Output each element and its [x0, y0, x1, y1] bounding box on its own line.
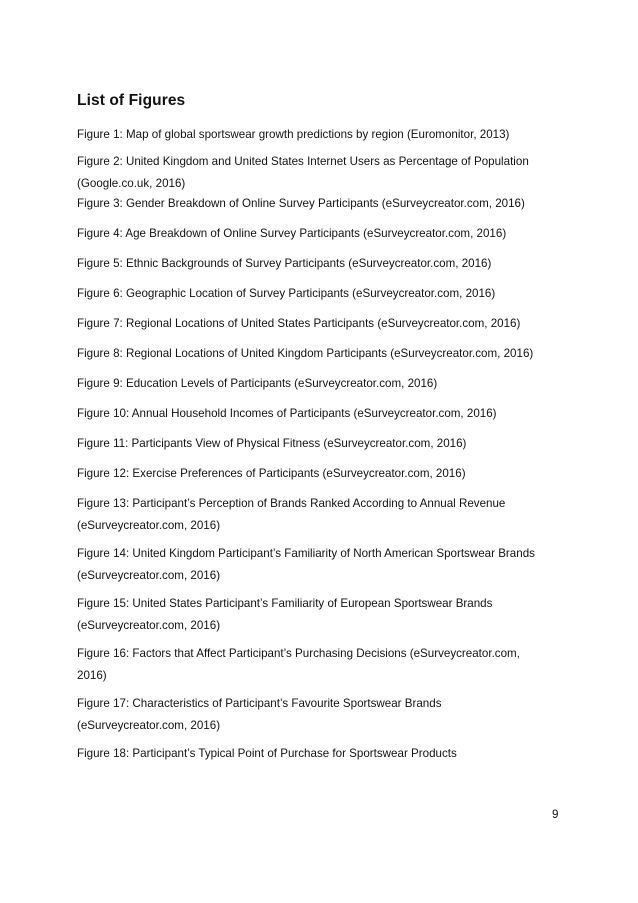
figure-entry-line: Figure 2: United Kingdom and United States Internet Users as Percentage of Population: [77, 155, 529, 168]
figure-entry: [77, 343, 567, 365]
figure-entry: [77, 151, 567, 194]
figure-entry: [77, 493, 567, 536]
figure-entry: [77, 543, 567, 586]
figure-entry: [77, 643, 567, 686]
figure-entry: [77, 124, 567, 146]
figure-entry-line: Figure 15: United States Participant’s Familiarity of European Sportswear Brands: [77, 597, 493, 610]
figure-entry-line: Figure 10: Annual Household Incomes of Participants (eSurveycreator.com, 2016): [77, 407, 497, 420]
figure-entry: [77, 463, 567, 485]
figure-entry-line: Figure 1: Map of global sportswear growth predictions by region (Euromonitor, 2013): [77, 128, 510, 141]
figure-entry: [77, 593, 567, 636]
figure-entry-line: (eSurveycreator.com, 2016): [77, 618, 221, 632]
figure-entry-line: Figure 6: Geographic Location of Survey Participants (eSurveycreator.com, 2016): [77, 287, 496, 300]
figure-entry-line: Figure 3: Gender Breakdown of Online Survey Participants (eSurveycreator.com, 2016): [77, 197, 525, 210]
figure-entry: [77, 223, 567, 245]
figure-entry-line: Figure 11: Participants View of Physical Fitness (eSurveycreator.com, 2016): [77, 437, 467, 450]
figure-entry-line: Figure 13: Participant’s Perception of Brands Ranked According to Annual Revenue: [77, 497, 506, 510]
figure-entry-line: (eSurveycreator.com, 2016): [77, 718, 221, 732]
figure-entry: [77, 193, 567, 215]
figure-entry-line: Figure 5: Ethnic Backgrounds of Survey Participants (eSurveycreator.com, 2016): [77, 257, 492, 270]
figure-entry-line: Figure 8: Regional Locations of United Kingdom Participants (eSurveycreator.com, 2016): [77, 347, 534, 360]
figure-entry-line: 2016): [77, 668, 107, 682]
figure-entry-line: Figure 17: Characteristics of Participant’s Favourite Sportswear Brands: [77, 697, 442, 710]
figure-entry-line: Figure 7: Regional Locations of United States Participants (eSurveycreator.com, 2016): [77, 317, 521, 330]
figure-entry: [77, 313, 567, 335]
figure-entry-line: (Google.co.uk, 2016): [77, 176, 186, 190]
figure-entry-line: Figure 18: Participant’s Typical Point of Purchase for Sportswear Products: [77, 747, 457, 760]
figure-entry-line: Figure 9: Education Levels of Participants (eSurveycreator.com, 2016): [77, 377, 438, 390]
figure-entry-line: Figure 12: Exercise Preferences of Participants (eSurveycreator.com, 2016): [77, 467, 466, 480]
figure-entry: [77, 283, 567, 305]
figure-entry: [77, 743, 567, 765]
figure-entry-line: Figure 14: United Kingdom Participant’s Familiarity of North American Sportswear Brands: [77, 547, 535, 560]
figure-entry: [77, 373, 567, 395]
page-title: List of Figures: [77, 92, 186, 109]
figure-entry: [77, 403, 567, 425]
figure-entry: [77, 433, 567, 455]
figure-entry-line: Figure 16: Factors that Affect Participant’s Purchasing Decisions (eSurveycreator.com,: [77, 647, 520, 660]
page-number: 9: [552, 808, 559, 821]
figure-entry-line: (eSurveycreator.com, 2016): [77, 518, 221, 532]
figure-entry: [77, 253, 567, 275]
figure-entry: [77, 693, 567, 736]
figure-entry-line: Figure 4: Age Breakdown of Online Survey Participants (eSurveycreator.com, 2016): [77, 227, 507, 240]
figure-entry-line: (eSurveycreator.com, 2016): [77, 568, 221, 582]
